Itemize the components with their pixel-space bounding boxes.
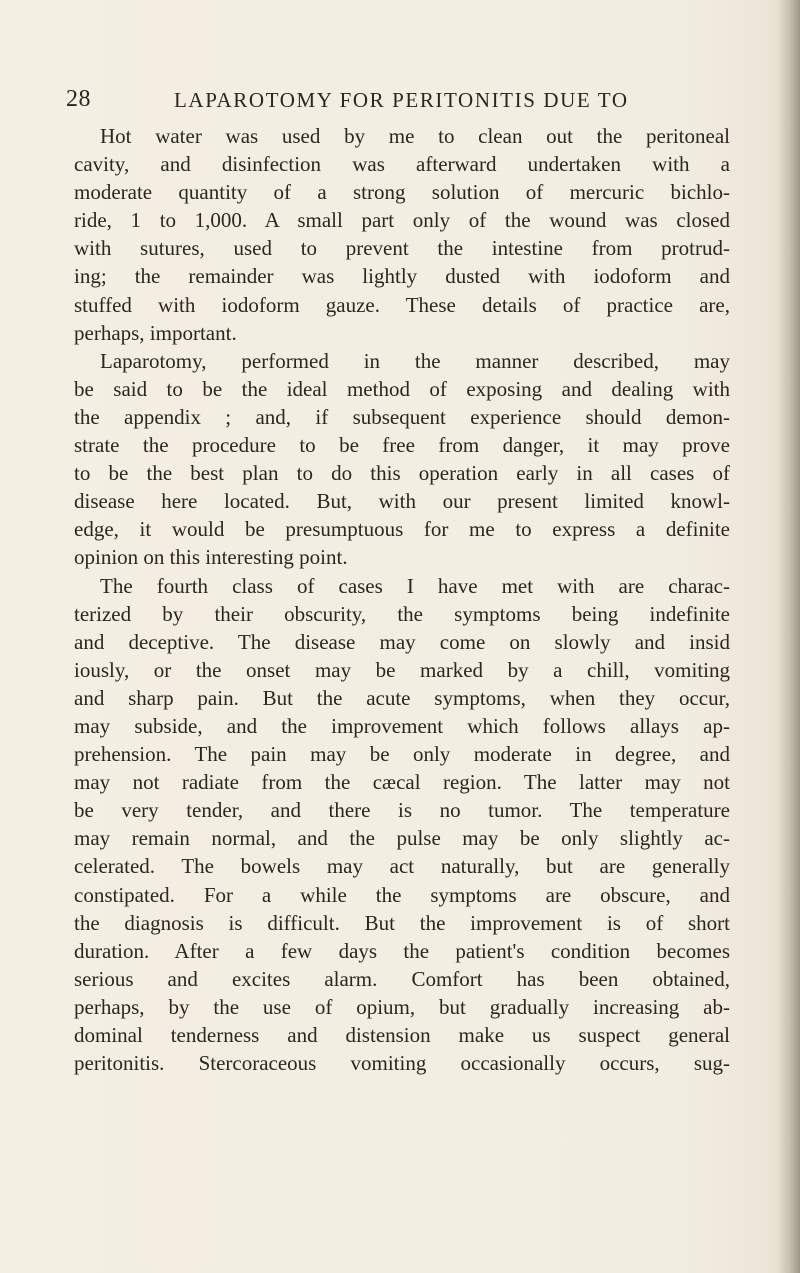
text-line: prehension. The pain may be only moderate in degree, and — [74, 742, 730, 767]
text-line: ing; the remainder was lightly dusted with iodoform and — [74, 264, 730, 289]
text-line: perhaps, important. — [74, 320, 237, 345]
text-line: and deceptive. The disease may come on slowly and insid — [74, 629, 730, 654]
text-line: disease here located. But, with our present limited knowl- — [74, 489, 730, 514]
text-line: terized by their obscurity, the symptoms being indefinite — [74, 601, 730, 626]
text-line: may subside, and the improvement which follows allays ap- — [74, 713, 730, 738]
page-number: 28 — [66, 86, 91, 112]
text-line: ride, 1 to 1,000. A small part only of the wound was closed — [74, 208, 730, 233]
text-line: constipated. For a while the symptoms are obscure, and — [74, 882, 730, 907]
text-line: cavity, and disinfection was afterward undertaken with a — [74, 152, 730, 177]
text-line: Hot water was used by me to clean out the peritoneal — [100, 124, 730, 148]
text-line: opinion on this interesting point. — [74, 545, 348, 570]
running-head: LAPAROTOMY FOR PERITONITIS DUE TO — [174, 88, 629, 112]
text-line: may remain normal, and the pulse may be only slightly ac- — [74, 826, 730, 851]
text-line: duration. After a few days the patient's condition becomes — [74, 938, 730, 963]
text-line: the diagnosis is difficult. But the improvement is of short — [74, 910, 730, 935]
text-line: celerated. The bowels may act naturally, but are generally — [74, 854, 730, 879]
text-line: stuffed with iodoform gauze. These details of practice are, — [74, 292, 730, 317]
text-line: dominal tenderness and distension make us suspect general — [74, 1023, 730, 1047]
text-line: peritonitis. Stercoraceous vomiting occasionally occurs, sug- — [74, 1051, 730, 1076]
text-line: and sharp pain. But the acute symptoms, when they occur, — [74, 685, 730, 710]
text-line: be very tender, and there is no tumor. The temperature — [74, 798, 730, 823]
text-line: strate the procedure to be free from danger, it may prove — [74, 433, 730, 458]
text-line: iously, or the onset may be marked by a chill, vomiting — [74, 657, 730, 682]
page-header — [66, 86, 724, 116]
text-line: edge, it would be presumptuous for me to express a definite — [74, 517, 730, 542]
text-line: may not radiate from the cæcal region. The latter may not — [74, 770, 730, 795]
text-line: with sutures, used to prevent the intestine from protrud- — [74, 236, 730, 261]
text-line: serious and excites alarm. Comfort has been obtained, — [74, 966, 730, 991]
text-line: Laparotomy, performed in the manner described, may — [100, 348, 730, 373]
body-text — [74, 122, 730, 1077]
text-line: be said to be the ideal method of exposing and dealing with — [74, 376, 730, 401]
text-line: perhaps, by the use of opium, but gradually increasing ab- — [74, 994, 730, 1019]
text-line: to be the best plan to do this operation early in all cases of — [74, 461, 730, 486]
text-line: moderate quantity of a strong solution of mercuric bichlo- — [74, 180, 730, 205]
text-line: the appendix ; and, if subsequent experience should demon- — [74, 404, 730, 429]
page-edge-shadow — [778, 0, 800, 1273]
text-line: The fourth class of cases I have met with are charac- — [100, 573, 730, 598]
